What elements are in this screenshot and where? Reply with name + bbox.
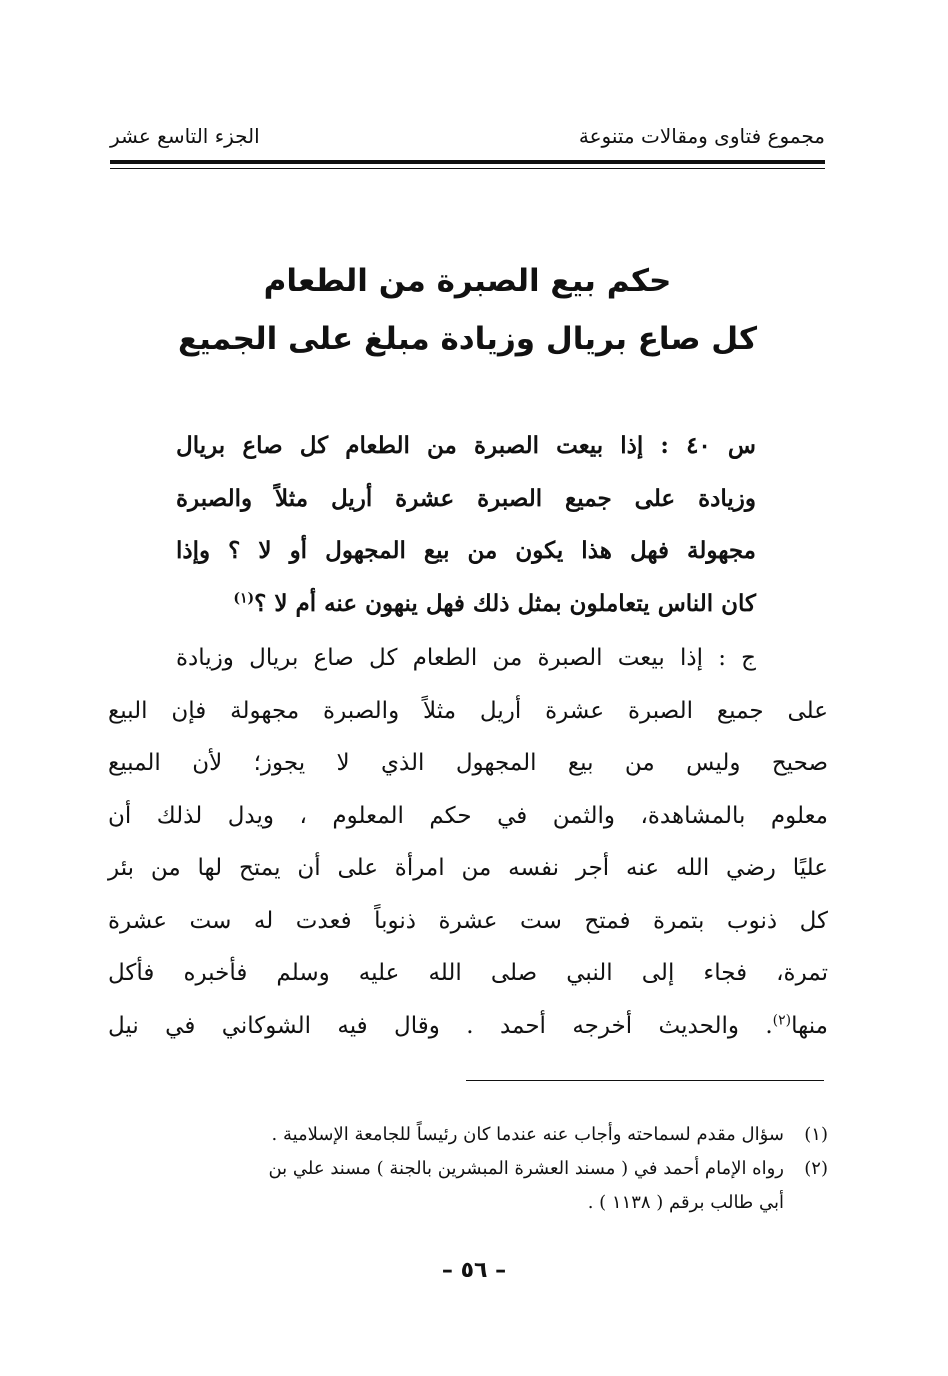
answer-line: صحيح وليس من بيع المجهول الذي لا يجوز؛ لأن المبيع [108,750,828,776]
footnote-number: (١) [804,1124,828,1145]
question-line [108,578,828,631]
footnote-2-continuation: أبي طالب برقم ( ١١٣٨ ) . [587,1192,784,1213]
footnote-text: رواه الإمام أحمد في ( مسند العشرة المبشرين بالجنة ) مسند علي بن [268,1158,784,1179]
answer-line: على جميع الصبرة عشرة أريل مثلاً والصبرة مجهولة فإن البيع [108,697,828,724]
answer-line: تمرة، فجاء إلى النبي صلى الله عليه وسلم فأخبره فأكل [108,960,828,986]
fatwa-title [110,252,825,368]
footnote-ref-2: (٢) [772,1011,792,1028]
question-line: مجهولة فهل هذا يكون من بيع المجهول أو لا ؟ وإذا [176,537,756,564]
footnote-ref-1: (١) [233,589,255,606]
question-line: س ٤٠ : إذا بيعت الصبرة من الطعام كل صاع بريال [176,432,756,459]
footnote-separator [466,1080,824,1081]
question-line-text: كان الناس يتعاملون بمثل ذلك فهل ينهون عنه أم لا ؟ [254,589,756,617]
question-line: وزيادة على جميع الصبرة عشرة أريل مثلاً والصبرة [176,484,756,512]
volume-label: الجزء التاسع عشر [110,124,260,148]
book-title: مجموع فتاوى ومقالات متنوعة [578,124,825,148]
footnote-2 [110,1152,828,1186]
running-header [110,118,825,158]
footnote-1 [110,1118,828,1152]
answer-line: ج : إذا بيعت الصبرة من الطعام كل صاع بريال وزيادة [176,645,757,671]
header-rule-thick [110,160,825,164]
title-line-1: حكم بيع الصبرة من الطعام [263,263,672,299]
answer-line: كل ذنوب بتمرة فمتح ست عشرة ذنوباً فعدت له ست عشرة [108,907,828,934]
answer-line-end: . والحديث أخرجه أحمد . وقال فيه الشوكاني في نيل [108,1012,773,1039]
footnote-text: سؤال مقدم لسماحته وأجاب عنه عندما كان رئيساً للجامعة الإسلامية . [271,1124,784,1145]
footnote-number: (٢) [804,1158,828,1179]
body-text [108,420,828,1052]
page-number: – ٥٦ – [441,1258,507,1283]
answer-line: عليًا رضي الله عنه أجر نفسه من امرأة على أن يمتح لها من بئر [108,855,828,881]
footnotes [110,1118,828,1220]
answer-line-start: منها [791,1012,828,1039]
title-line-2: كل صاع بريال وزيادة مبلغ على الجميع [177,321,758,357]
header-rule-thin [110,168,825,169]
answer-line: معلوم بالمشاهدة، والثمن في حكم المعلوم ، ويدل لذلك أن [108,802,828,829]
answer-line [108,1000,828,1053]
